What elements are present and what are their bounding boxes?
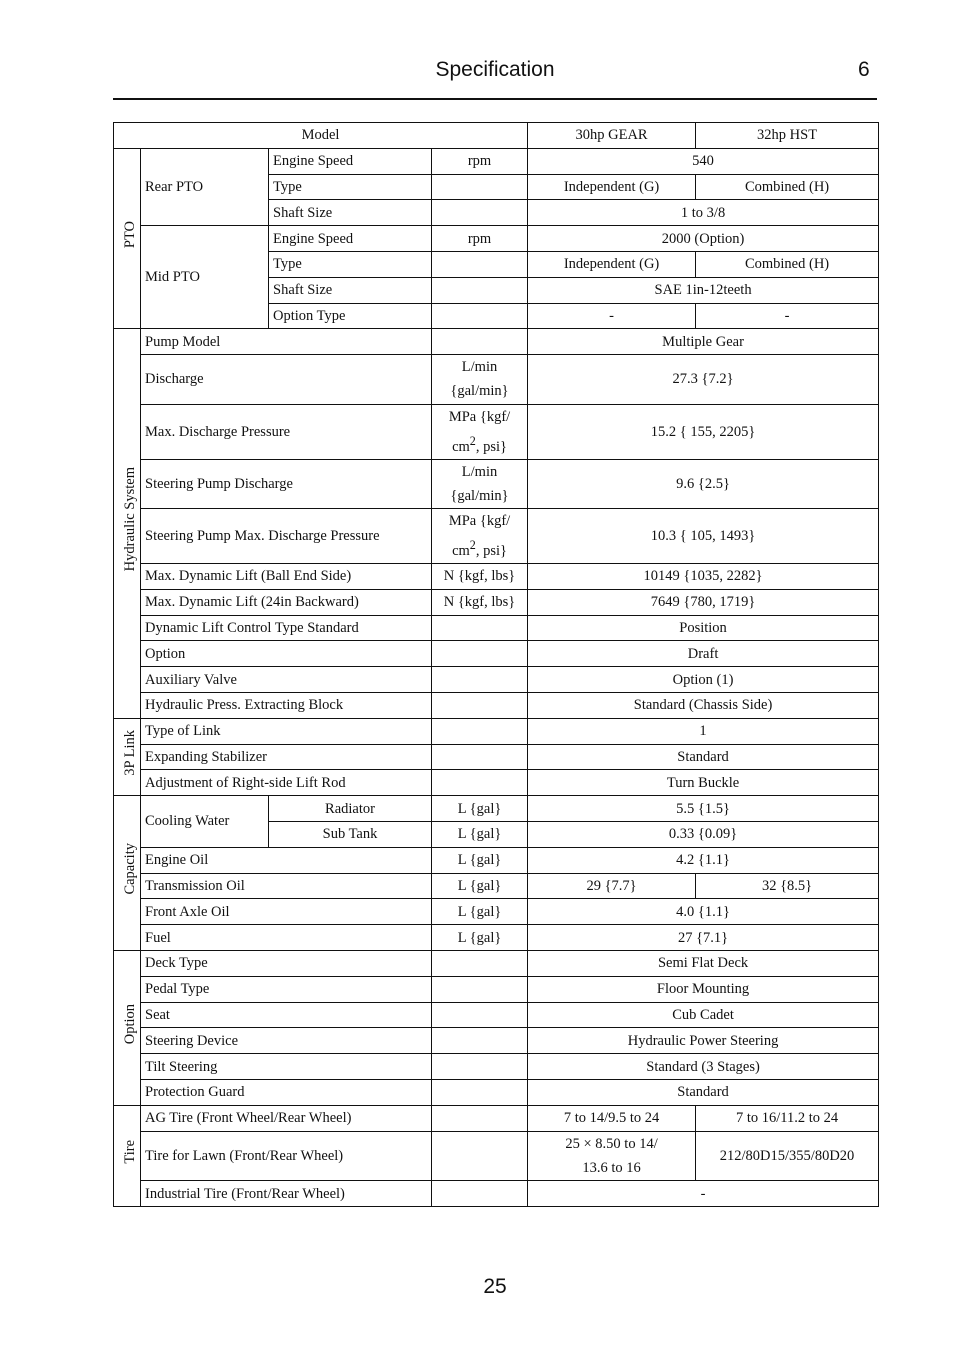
value-cell: 27.3 {7.2} [528,355,879,405]
unit-cell [432,744,528,770]
model-label: Model [114,123,528,149]
table-row [114,744,879,770]
table-row [114,1105,879,1131]
unit-cell: L {gal} [432,925,528,951]
table-row [114,1181,879,1207]
table-row [114,847,879,873]
section-hydraulic: Hydraulic System [114,329,141,718]
value-cell: Independent (G) [528,174,696,200]
table-row [114,1002,879,1028]
unit-cell: L/min {gal/min} [432,355,528,405]
row-label: Type of Link [141,718,432,744]
table-row [114,1079,879,1105]
cooling-water-label: Cooling Water [141,796,269,848]
value-cell: Option (1) [528,667,879,693]
unit-cell: L {gal} [432,899,528,925]
row-label: Type [269,251,432,277]
unit-cell [432,641,528,667]
unit-cell [432,1131,528,1181]
value-cell: Position [528,615,879,641]
table-row [114,693,879,719]
row-label: Type [269,174,432,200]
value-cell: 7649 {780, 1719} [528,589,879,615]
row-label: Industrial Tire (Front/Rear Wheel) [141,1181,432,1207]
unit-cell: rpm [432,148,528,174]
value-cell: 10149 {1035, 2282} [528,564,879,590]
value-cell: 15.2 { 155, 2205} [528,404,879,459]
table-row [114,404,879,459]
table-row [114,355,879,405]
section-pto: PTO [114,148,141,329]
unit-cell: N {kgf, lbs} [432,589,528,615]
spec-table [113,122,879,1207]
unit-cell [432,770,528,796]
value-cell: 540 [528,148,879,174]
table-row [114,925,879,951]
unit-cell: L/min {gal/min} [432,459,528,509]
table-row [114,718,879,744]
model-gear: 30hp GEAR [528,123,696,149]
value-cell: - [696,303,879,329]
row-label: Max. Dynamic Lift (24in Backward) [141,589,432,615]
unit-cell: L {gal} [432,821,528,847]
row-label: Steering Pump Max. Discharge Pressure [141,509,432,564]
unit-cell [432,303,528,329]
table-row [114,615,879,641]
model-hst: 32hp HST [696,123,879,149]
table-row [114,226,879,252]
row-label: Protection Guard [141,1079,432,1105]
row-label: Shaft Size [269,277,432,303]
row-label: Max. Dynamic Lift (Ball End Side) [141,564,432,590]
header-rule [113,98,877,100]
value-cell: Multiple Gear [528,329,879,355]
unit-cell [432,1181,528,1207]
value-cell: Combined (H) [696,251,879,277]
value-cell: - [528,303,696,329]
row-label: Shaft Size [269,200,432,226]
value-cell: Hydraulic Power Steering [528,1028,879,1054]
table-row [114,1054,879,1080]
value-cell: SAE 1in-12teeth [528,277,879,303]
value-cell: 7 to 16/11.2 to 24 [696,1105,879,1131]
unit-cell [432,1054,528,1080]
section-option: Option [114,950,141,1105]
row-label: Dynamic Lift Control Type Standard [141,615,432,641]
value-cell: Standard (Chassis Side) [528,693,879,719]
page-number: 25 [483,1275,507,1298]
table-row [114,667,879,693]
table-row [114,1028,879,1054]
row-label: Engine Speed [269,226,432,252]
row-label: Expanding Stabilizer [141,744,432,770]
value-cell: 212/80D15/355/80D20 [696,1131,879,1181]
unit-cell [432,329,528,355]
row-label: Steering Device [141,1028,432,1054]
unit-cell: L {gal} [432,873,528,899]
row-label: Sub Tank [269,821,432,847]
section-capacity: Capacity [114,796,141,951]
unit-cell [432,277,528,303]
row-label: Transmission Oil [141,873,432,899]
unit-cell [432,200,528,226]
row-label: Tire for Lawn (Front/Rear Wheel) [141,1131,432,1181]
unit-cell [432,1105,528,1131]
value-cell: Floor Mounting [528,976,879,1002]
unit-cell: rpm [432,226,528,252]
table-row [114,796,879,822]
value-cell: Standard [528,1079,879,1105]
row-label: AG Tire (Front Wheel/Rear Wheel) [141,1105,432,1131]
value-cell: 29 {7.7} [528,873,696,899]
unit-cell: L {gal} [432,847,528,873]
row-label: Pump Model [141,329,432,355]
unit-cell [432,950,528,976]
value-cell: Standard (3 Stages) [528,1054,879,1080]
unit-cell: MPa {kgf/ $cm^2$, psi} [432,404,528,459]
value-cell: 2000 (Option) [528,226,879,252]
unit-cell [432,693,528,719]
value-cell: 32 {8.5} [696,873,879,899]
row-label: Option [141,641,432,667]
row-label: Seat [141,1002,432,1028]
value-cell: Combined (H) [696,174,879,200]
row-label: Discharge [141,355,432,405]
value-cell: 7 to 14/9.5 to 24 [528,1105,696,1131]
unit-cell [432,976,528,1002]
value-cell: 27 {7.1} [528,925,879,951]
table-row [114,564,879,590]
unit-cell [432,615,528,641]
table-row [114,770,879,796]
row-label: Fuel [141,925,432,951]
rear-pto-label: Rear PTO [141,148,269,225]
unit-cell [432,1028,528,1054]
value-cell: Draft [528,641,879,667]
unit-cell [432,718,528,744]
table-row [114,950,879,976]
section-3p-link: 3P Link [114,718,141,795]
value-cell: Independent (G) [528,251,696,277]
table-row [114,589,879,615]
chapter-number: 6 [858,58,870,81]
row-label: Tilt Steering [141,1054,432,1080]
unit-cell [432,667,528,693]
value-cell: 4.0 {1.1} [528,899,879,925]
page-title: Specification [435,58,555,81]
unit-cell [432,251,528,277]
row-label: Max. Discharge Pressure [141,404,432,459]
mid-pto-label: Mid PTO [141,226,269,329]
unit-cell [432,174,528,200]
table-row [114,123,879,149]
unit-cell: MPa {kgf/ $cm^2$, psi} [432,509,528,564]
value-cell: Turn Buckle [528,770,879,796]
value-cell: 10.3 { 105, 1493} [528,509,879,564]
row-label: Auxiliary Valve [141,667,432,693]
unit-cell: N {kgf, lbs} [432,564,528,590]
table-row [114,976,879,1002]
row-label: Deck Type [141,950,432,976]
value-cell: 25 × 8.50 to 14/ 13.6 to 16 [528,1131,696,1181]
unit-cell [432,1079,528,1105]
row-label: Radiator [269,796,432,822]
row-label: Engine Speed [269,148,432,174]
value-cell: 9.6 {2.5} [528,459,879,509]
row-label: Option Type [269,303,432,329]
value-cell: 1 [528,718,879,744]
table-row [114,641,879,667]
row-label: Steering Pump Discharge [141,459,432,509]
table-row [114,1131,879,1181]
unit-cell: L {gal} [432,796,528,822]
value-cell: - [528,1181,879,1207]
table-row [114,899,879,925]
section-tire: Tire [114,1105,141,1206]
table-row [114,329,879,355]
row-label: Front Axle Oil [141,899,432,925]
table-row [114,509,879,564]
row-label: Pedal Type [141,976,432,1002]
table-row [114,148,879,174]
value-cell: 1 to 3/8 [528,200,879,226]
value-cell: 5.5 {1.5} [528,796,879,822]
row-label: Hydraulic Press. Extracting Block [141,693,432,719]
table-row [114,873,879,899]
value-cell: 0.33 {0.09} [528,821,879,847]
value-cell: Standard [528,744,879,770]
row-label: Adjustment of Right-side Lift Rod [141,770,432,796]
unit-cell [432,1002,528,1028]
table-row [114,459,879,509]
value-cell: Cub Cadet [528,1002,879,1028]
value-cell: 4.2 {1.1} [528,847,879,873]
value-cell: Semi Flat Deck [528,950,879,976]
row-label: Engine Oil [141,847,432,873]
